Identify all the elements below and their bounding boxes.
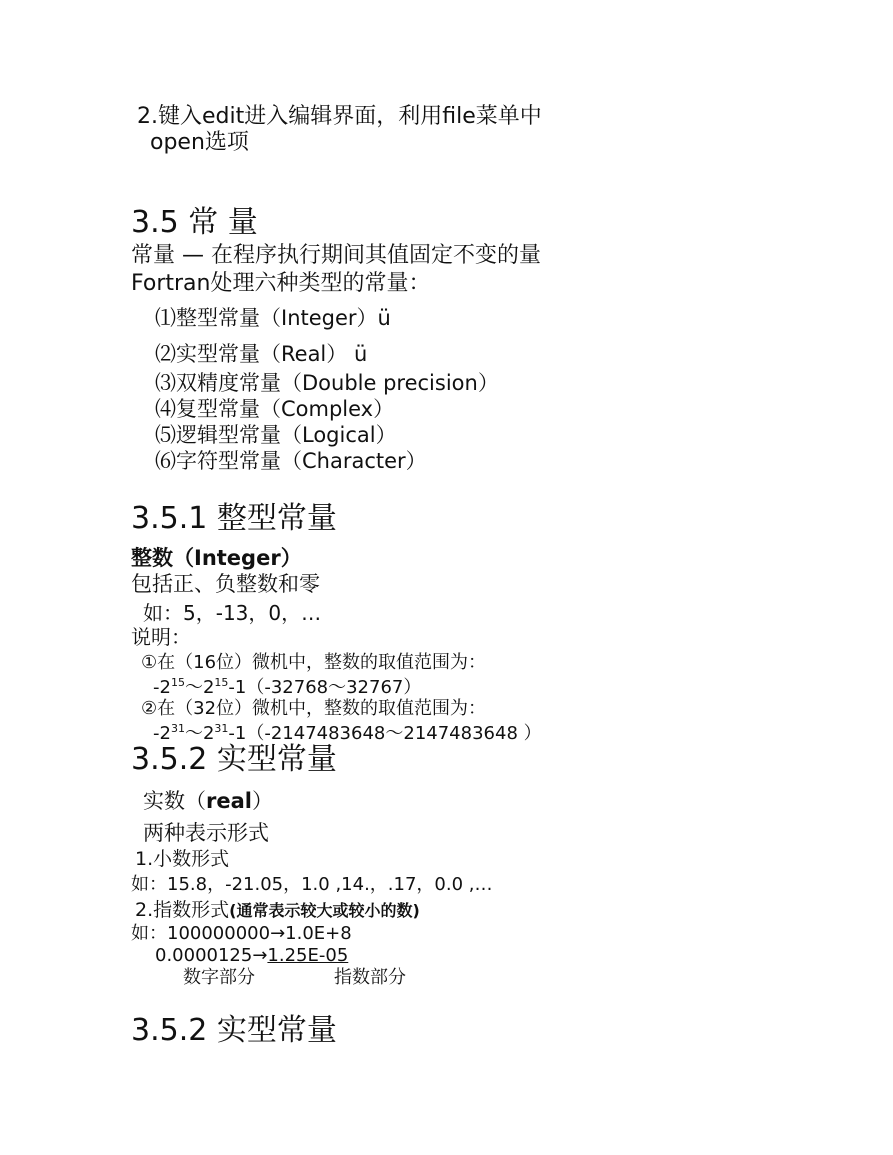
- section-3-5-heading: 3.5 常 量: [131, 205, 258, 240]
- range-32-exp2: 31: [214, 722, 229, 735]
- real-subheading: [143, 791, 273, 812]
- integer-example: 如：5，-13，0，…: [143, 601, 322, 625]
- type-item-integer: ⑴整型常量（Integer）ü: [155, 306, 391, 330]
- note-32bit: ②在（32位）微机中，整数的取值范围为：: [141, 698, 487, 719]
- intro-line-1: 2.键入edit进入编辑界面，利用file菜单中: [137, 104, 542, 129]
- exponent-form-note: (通常表示较大或较小的数): [229, 901, 420, 920]
- decimal-form-example: 如：15.8，-21.05，1.0 ,14.，.17，0.0 ,…: [131, 874, 493, 895]
- section-3-5-2-heading: 3.5.2 实型常量: [131, 742, 337, 777]
- real-sub-word: real: [206, 789, 252, 813]
- exponent-example-2: [155, 947, 348, 965]
- real-sub-suffix: ）: [251, 789, 273, 813]
- range-16-exp2: 15: [214, 676, 229, 689]
- integer-description: 包括正、负整数和零: [131, 572, 320, 596]
- types-intro: Fortran处理六种类型的常量：: [131, 271, 431, 296]
- integer-sub-suffix: ）: [280, 546, 302, 570]
- digits-part-label: 数字部分: [183, 967, 255, 988]
- range-16-a: -2: [153, 677, 171, 698]
- exponent-form-title: 2.指数形式: [135, 899, 230, 921]
- range-16bit: [153, 677, 421, 697]
- integer-sub-prefix: 整数（: [131, 546, 194, 570]
- range-32-b: ～2: [184, 723, 215, 744]
- intro-line-2: open选项: [150, 130, 249, 155]
- type-item-real: ⑵实型常量（Real） ü: [155, 342, 368, 366]
- section-3-5-2-heading-repeat: 3.5.2 实型常量: [131, 1013, 337, 1048]
- note-16bit: ①在（16位）微机中，整数的取值范围为：: [141, 652, 487, 673]
- integer-sub-word: Integer: [194, 546, 281, 570]
- type-item-complex: ⑷复型常量（Complex）: [155, 397, 395, 421]
- range-16-c: -1（-32768～32767）: [228, 677, 422, 698]
- range-32bit: [153, 723, 542, 743]
- range-32-exp1: 31: [170, 722, 185, 735]
- exponent-example-1: 如：100000000→1.0E+8: [131, 923, 352, 944]
- range-32-c: -1（-2147483648～2147483648 ）: [228, 723, 542, 744]
- type-item-character: ⑹字符型常量（Character）: [155, 449, 427, 473]
- real-sub-prefix: 实数（: [143, 789, 206, 813]
- exponent-part-label: 指数部分: [334, 967, 406, 988]
- exponent-example-2-a: 0.0000125→: [155, 945, 268, 966]
- type-item-double: ⑶双精度常量（Double precision）: [155, 371, 499, 395]
- integer-subheading: [131, 548, 302, 569]
- range-16-exp1: 15: [170, 676, 185, 689]
- constant-definition: 常量 — 在程序执行期间其值固定不变的量: [131, 243, 541, 268]
- note-label: 说明：: [131, 625, 191, 649]
- decimal-form-label: 1.小数形式: [135, 848, 230, 870]
- type-item-logical: ⑸逻辑型常量（Logical）: [155, 423, 397, 447]
- range-16-b: ～2: [184, 677, 215, 698]
- real-forms: 两种表示形式: [143, 821, 269, 845]
- section-3-5-1-heading: 3.5.1 整型常量: [131, 501, 337, 536]
- exponent-form-label: [135, 901, 420, 920]
- exponent-example-2-b: 1.25E-05: [267, 945, 349, 966]
- range-32-a: -2: [153, 723, 171, 744]
